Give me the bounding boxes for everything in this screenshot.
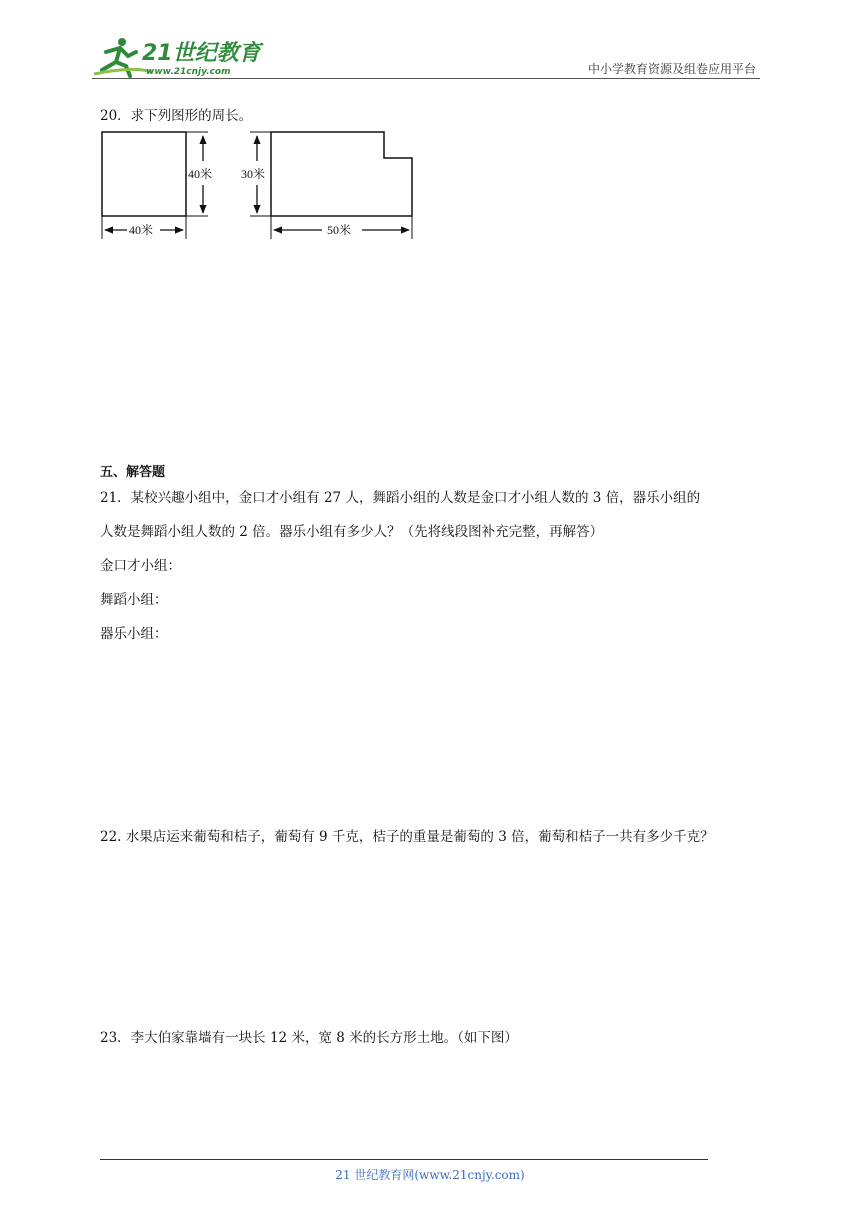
question-21-line-2: 人数是舞蹈小组人数的 2 倍。器乐小组有多少人？（先将线段图补充完整，再解答）	[100, 524, 604, 540]
square-width-label: 40米	[129, 223, 154, 237]
perimeter-figures	[96, 127, 426, 245]
label-instrument-group: 器乐小组：	[100, 626, 168, 642]
label-speech-group: 金口才小组：	[100, 558, 181, 574]
logo-text: 21世纪教育	[142, 41, 261, 66]
rectangle-height-label: 30米	[241, 167, 266, 181]
question-23: 23．李大伯家靠墙有一块长 12 米，宽 8 米的长方形土地。（如下图）	[100, 1030, 518, 1046]
question-22: 22. 水果店运来葡萄和桔子，葡萄有 9 千克，桔子的重量是葡萄的 3 倍，葡萄和桔子一共有多少千克？	[100, 829, 714, 845]
header-divider	[92, 78, 760, 79]
label-dance-group: 舞蹈小组：	[100, 592, 168, 608]
header-tagline: 中小学教育资源及组卷应用平台	[587, 62, 756, 76]
notched-rectangle-figure	[241, 132, 412, 239]
square-height-label: 40米	[188, 167, 213, 181]
site-logo	[92, 32, 267, 80]
rectangle-width-label: 50米	[327, 223, 352, 237]
square-figure	[102, 132, 212, 239]
footer-link[interactable]: 21 世纪教育网(www.21cnjy.com)	[335, 1168, 525, 1182]
logo-subtext: www.21cnjy.com	[146, 67, 231, 77]
question-20: 20．求下列图形的周长。	[100, 108, 253, 124]
footer-divider	[100, 1159, 708, 1160]
question-21-line-1: 21．某校兴趣小组中，金口才小组有 27 人，舞蹈小组的人数是金口才小组人数的 3 倍，器乐小组的	[100, 490, 701, 506]
section-title: 五、解答题	[100, 465, 166, 480]
